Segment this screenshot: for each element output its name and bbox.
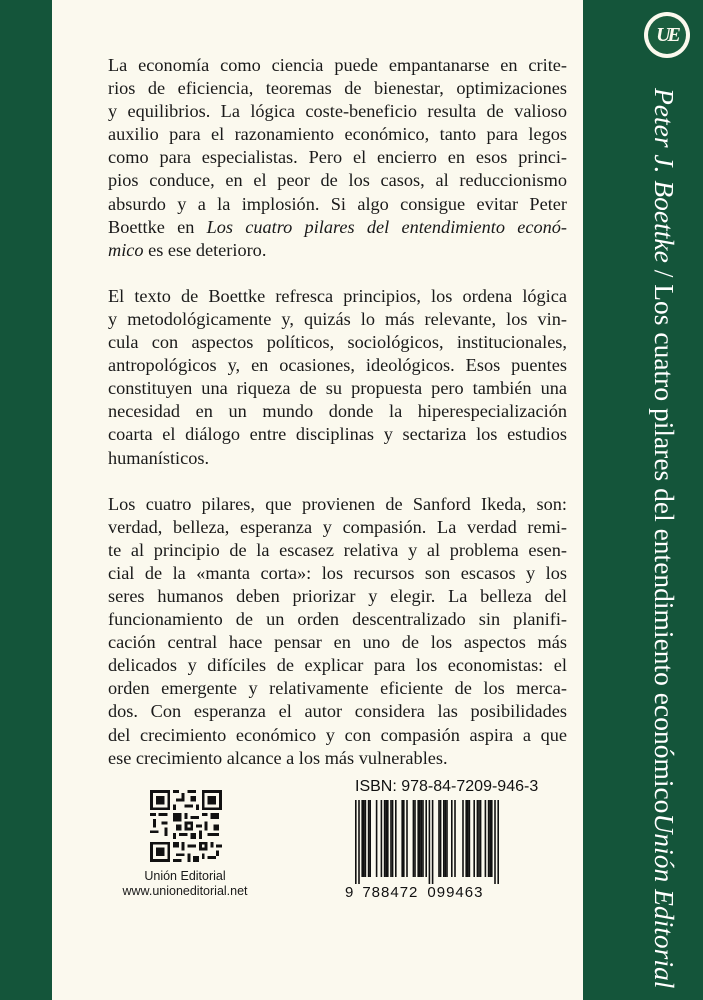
barcode-bar bbox=[480, 800, 482, 877]
union-editorial-logo-icon bbox=[644, 12, 690, 58]
text-line: absurdo y a la implosión. Si algo consigue evitar Peter bbox=[108, 193, 567, 214]
barcode-bar bbox=[381, 800, 383, 877]
barcode-bar bbox=[355, 800, 357, 884]
text-line: te al principio de la escasez relativa y al problema esen- bbox=[108, 539, 567, 560]
publisher-name: Unión Editorial bbox=[144, 869, 226, 883]
barcode-bar bbox=[451, 800, 453, 877]
barcode-bar bbox=[368, 800, 370, 877]
paragraph-1 bbox=[108, 54, 567, 262]
text-line: cial de la «manta corta»: los recursos son escasos y los bbox=[108, 562, 567, 583]
spine-separator: / bbox=[649, 262, 680, 285]
barcode-bar bbox=[406, 800, 408, 877]
text-fragment: es ese deterioro. bbox=[143, 239, 267, 260]
spine-author: Peter J. Boettke bbox=[649, 88, 680, 263]
text-line: El texto de Boettke refresca principios, los ordena lógica bbox=[108, 285, 567, 306]
barcode-bar bbox=[363, 800, 365, 877]
text-fragment: Boettke en bbox=[108, 216, 195, 237]
barcode-bar bbox=[384, 800, 386, 877]
spine-author-title bbox=[648, 88, 680, 813]
text-line: y metodológicamente y, quizás lo más relevante, los vin- bbox=[108, 308, 567, 329]
barcode-bar bbox=[422, 800, 424, 877]
text-line: auxilio para el razonamiento económico, tanto para legos bbox=[108, 124, 567, 145]
text-line bbox=[108, 239, 567, 262]
isbn-label: ISBN: 978-84-7209-946-3 bbox=[355, 778, 539, 795]
barcode-bar bbox=[467, 800, 469, 877]
text-line: como para especialistas. Pero el encierro en esos princi- bbox=[108, 147, 567, 168]
barcode-bar bbox=[390, 800, 392, 877]
barcode-bar bbox=[491, 800, 493, 877]
back-cover-blurb bbox=[108, 54, 567, 793]
logo-letters: UE bbox=[648, 16, 686, 54]
text-line: cula con aspectos políticos, sociológicos, institucionales, bbox=[108, 332, 567, 353]
text-line: humanísticos. bbox=[108, 447, 210, 468]
text-line: necesidad en un mundo donde la hiperespecialización bbox=[108, 401, 567, 422]
text-line: y equilibrios. La lógica coste-beneficio resulta de valioso bbox=[108, 101, 567, 122]
text-line bbox=[108, 216, 567, 239]
barcode-bar bbox=[485, 800, 487, 877]
text-line: ese crecimiento alcance a los más vulnerables. bbox=[108, 747, 448, 768]
barcode-bar bbox=[361, 800, 363, 877]
barcode-bar bbox=[429, 800, 431, 884]
barcode-digit-first: 9 bbox=[345, 884, 354, 901]
barcode-bar bbox=[425, 800, 427, 877]
text-line: dos. Con esperanza el autor considera las posibilidades bbox=[108, 701, 567, 722]
barcode-bar bbox=[403, 800, 405, 877]
text-line: rios de eficiencia, teoremas de bienestar, optimizaciones bbox=[108, 78, 567, 99]
paragraph-3 bbox=[108, 493, 567, 770]
text-line: Los cuatro pilares, que provienen de Sanford Ikeda, son: bbox=[108, 493, 567, 514]
spine-publisher: Unión Editorial bbox=[649, 813, 680, 989]
qr-code-icon bbox=[150, 790, 222, 862]
barcode-bar bbox=[465, 800, 467, 877]
text-line: constituyen una riqueza de su propuesta pero también una bbox=[108, 378, 567, 399]
barcode-bar bbox=[365, 800, 367, 877]
barcode-bar bbox=[438, 800, 440, 877]
text-line: delicados y difíciles de explicar para los economistas: el bbox=[108, 655, 567, 676]
barcode-digits-group-2: 099463 bbox=[427, 884, 484, 901]
paragraph-2 bbox=[108, 285, 567, 470]
spine-text bbox=[644, 88, 684, 989]
barcode bbox=[355, 800, 507, 884]
barcode-bar bbox=[454, 800, 456, 877]
text-line: cación central hace pensar en uno de los aspectos más bbox=[108, 632, 567, 653]
barcode-bar bbox=[443, 800, 445, 877]
barcode-bar bbox=[358, 800, 360, 884]
spine-title: Los cuatro pilares del entendimiento económico bbox=[649, 284, 680, 814]
barcode-bar bbox=[392, 800, 394, 877]
barcode-bar bbox=[489, 800, 491, 877]
barcode-bar bbox=[445, 800, 447, 877]
barcode-bar bbox=[473, 800, 475, 877]
text-line: del crecimiento económico y con compasión aspira a que bbox=[108, 724, 567, 745]
text-line: seres humanos deben priorizar y elegir. La belleza del bbox=[108, 585, 567, 606]
barcode-bar bbox=[469, 800, 471, 877]
barcode-bar bbox=[440, 800, 442, 877]
barcode-bar bbox=[385, 800, 387, 877]
book-spine bbox=[583, 0, 703, 1000]
barcode-bar bbox=[462, 800, 464, 877]
book-title-italic: Los cuatro pilares del entendimiento econó- bbox=[206, 216, 567, 237]
text-line: verdad, belleza, esperanza y compasión. La verdad remi- bbox=[108, 516, 567, 537]
barcode-bar bbox=[387, 800, 389, 877]
text-line: antropológicos y, en ocasiones, ideológicos. Esos puentes bbox=[108, 355, 567, 376]
text-line: orden emergente y relativamente eficiente de los merca- bbox=[108, 678, 567, 699]
barcode-bar bbox=[432, 800, 434, 884]
text-line: pios conduce, en el peor de los casos, al reduccionismo bbox=[108, 170, 567, 191]
book-title-italic-end: mico bbox=[108, 239, 144, 260]
barcode-bar bbox=[421, 800, 423, 877]
barcode-bar bbox=[488, 800, 490, 877]
publisher-url: www.unioneditorial.net bbox=[122, 884, 248, 898]
barcode-bar bbox=[414, 800, 416, 877]
barcode-bar bbox=[413, 800, 415, 877]
barcode-bar bbox=[395, 800, 397, 877]
text-line: funcionamiento de un orden descentralizado sin planifi- bbox=[108, 609, 567, 630]
barcode-bar bbox=[369, 800, 371, 877]
barcode-digits bbox=[345, 884, 520, 901]
text-line: La economía como ciencia puede empantanarse en crite- bbox=[108, 55, 567, 75]
left-edge-band bbox=[0, 0, 52, 1000]
barcode-bar bbox=[401, 800, 403, 877]
text-line: coarta el diálogo entre disciplinas y sectariza los estudios bbox=[108, 424, 567, 445]
barcode-digits-group-1: 788472 bbox=[362, 884, 419, 901]
barcode-bar bbox=[478, 800, 480, 877]
barcode-bar bbox=[477, 800, 479, 877]
barcode-bar bbox=[417, 800, 419, 877]
barcode-bar bbox=[419, 800, 421, 877]
barcode-bar bbox=[376, 800, 378, 877]
barcode-bar bbox=[497, 800, 499, 884]
barcode-bar bbox=[446, 800, 448, 877]
barcode-bar bbox=[494, 800, 496, 884]
